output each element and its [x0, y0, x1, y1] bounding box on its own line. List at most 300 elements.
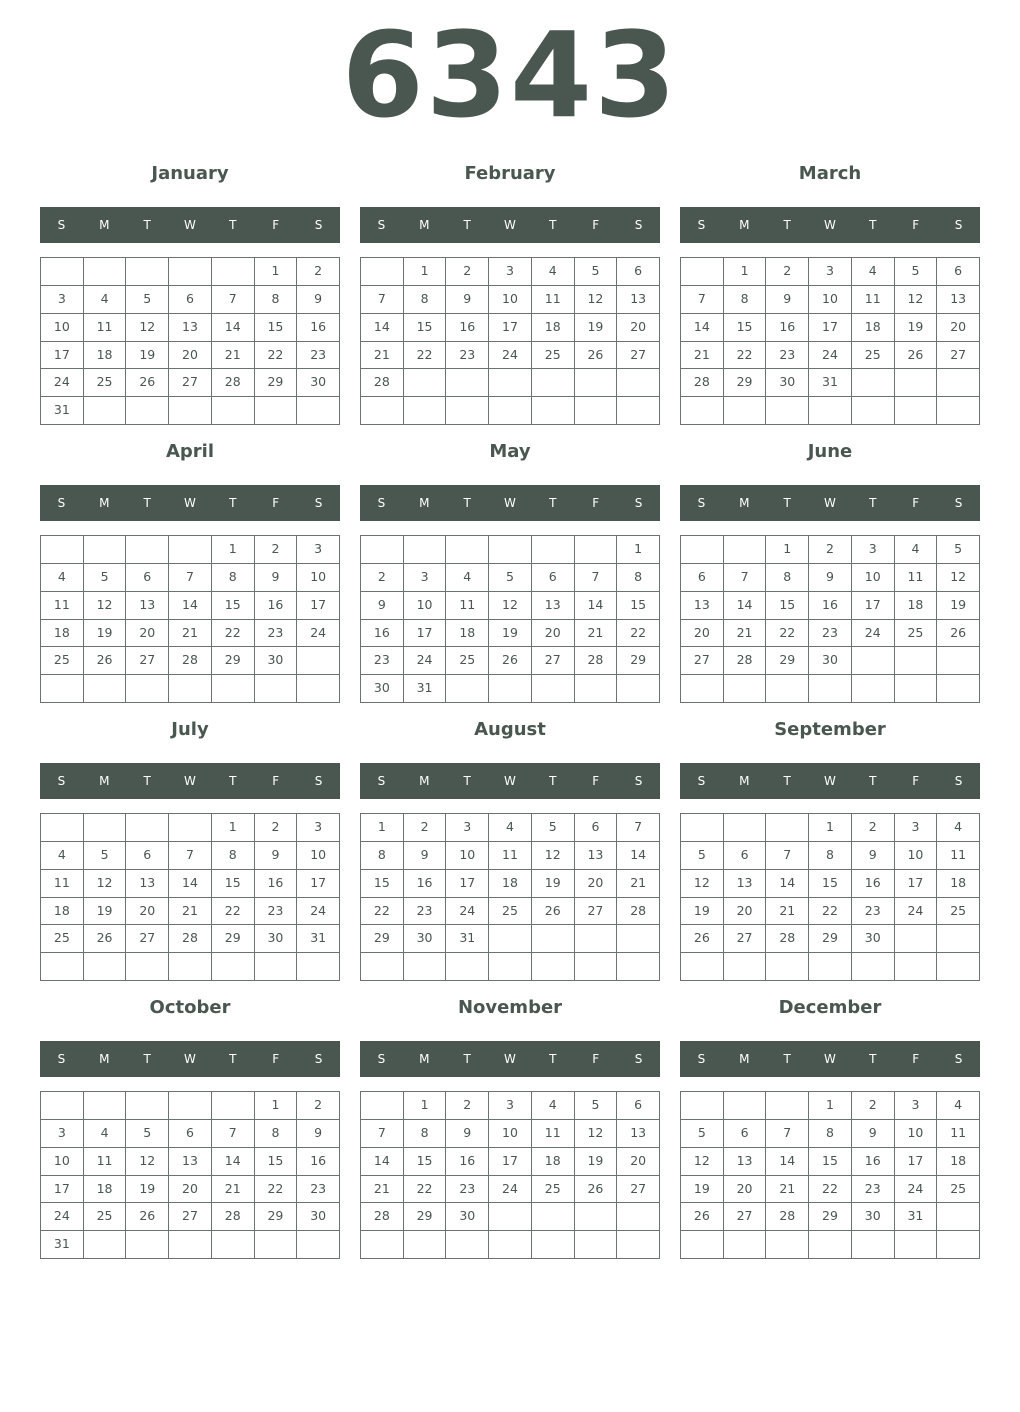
day-cell: 1 — [809, 814, 852, 842]
weekday-label: S — [57, 496, 66, 510]
empty-day-cell — [532, 953, 575, 981]
empty-day-cell — [852, 675, 895, 703]
weekday-label: T — [463, 218, 471, 232]
day-cell: 9 — [361, 592, 404, 620]
day-cell: 11 — [41, 592, 84, 620]
day-cell: 20 — [169, 342, 212, 370]
weekday-label: F — [912, 496, 920, 510]
empty-day-cell — [212, 675, 255, 703]
empty-day-cell — [681, 258, 724, 286]
day-cell: 27 — [532, 647, 575, 675]
weekday-label: S — [634, 218, 643, 232]
day-cell: 8 — [809, 1120, 852, 1148]
weekday-label: F — [272, 218, 280, 232]
empty-day-cell — [724, 953, 767, 981]
empty-day-cell — [575, 369, 618, 397]
weekday-label: T — [143, 1052, 151, 1066]
empty-day-cell — [852, 953, 895, 981]
day-cell: 22 — [404, 1176, 447, 1204]
empty-day-cell — [937, 925, 980, 953]
day-cell: 19 — [681, 1176, 724, 1204]
empty-day-cell — [212, 1092, 255, 1120]
day-cell: 2 — [766, 258, 809, 286]
day-cell: 23 — [446, 1176, 489, 1204]
day-cell: 3 — [895, 1092, 938, 1120]
day-cell: 12 — [489, 592, 532, 620]
day-grid — [680, 1091, 980, 1259]
day-cell: 17 — [404, 620, 447, 648]
month-december — [680, 986, 980, 1264]
day-cell: 24 — [41, 1203, 84, 1231]
day-cell: 16 — [404, 870, 447, 898]
empty-day-cell — [212, 397, 255, 425]
day-cell: 16 — [852, 870, 895, 898]
day-cell: 15 — [617, 592, 660, 620]
day-cell: 30 — [446, 1203, 489, 1231]
day-cell: 19 — [532, 870, 575, 898]
day-cell: 17 — [446, 870, 489, 898]
day-cell: 3 — [446, 814, 489, 842]
empty-day-cell — [937, 369, 980, 397]
day-cell: 12 — [84, 870, 127, 898]
day-cell: 2 — [446, 1092, 489, 1120]
empty-day-cell — [84, 675, 127, 703]
weekday-label: S — [57, 774, 66, 788]
day-cell: 30 — [852, 925, 895, 953]
day-cell: 15 — [766, 592, 809, 620]
day-cell: 21 — [212, 1176, 255, 1204]
weekday-label: T — [783, 1052, 791, 1066]
empty-day-cell — [41, 814, 84, 842]
empty-day-cell — [489, 1231, 532, 1259]
day-cell: 30 — [361, 675, 404, 703]
weekday-header — [680, 485, 980, 521]
weekday-label: S — [314, 496, 323, 510]
weekday-header — [680, 763, 980, 799]
day-cell: 22 — [809, 898, 852, 926]
day-cell: 7 — [617, 814, 660, 842]
day-cell: 15 — [724, 314, 767, 342]
day-cell: 18 — [532, 1148, 575, 1176]
weekday-label: T — [229, 774, 237, 788]
empty-day-cell — [724, 536, 767, 564]
weekday-header — [680, 207, 980, 243]
day-cell: 21 — [169, 898, 212, 926]
empty-day-cell — [489, 1203, 532, 1231]
day-cell: 22 — [724, 342, 767, 370]
empty-day-cell — [937, 1203, 980, 1231]
empty-day-cell — [84, 1092, 127, 1120]
day-cell: 5 — [575, 258, 618, 286]
day-cell: 26 — [681, 1203, 724, 1231]
empty-day-cell — [41, 675, 84, 703]
empty-day-cell — [126, 397, 169, 425]
day-cell: 17 — [489, 314, 532, 342]
day-cell: 17 — [489, 1148, 532, 1176]
day-cell: 25 — [446, 647, 489, 675]
weekday-label: T — [463, 774, 471, 788]
day-cell: 19 — [895, 314, 938, 342]
day-cell: 4 — [532, 258, 575, 286]
weekday-header — [360, 763, 660, 799]
empty-day-cell — [489, 536, 532, 564]
day-cell: 1 — [766, 536, 809, 564]
empty-day-cell — [575, 397, 618, 425]
empty-day-cell — [532, 536, 575, 564]
day-cell: 11 — [532, 1120, 575, 1148]
day-cell: 6 — [169, 286, 212, 314]
day-cell: 28 — [169, 647, 212, 675]
empty-day-cell — [84, 397, 127, 425]
day-cell: 25 — [84, 1203, 127, 1231]
month-january — [40, 152, 340, 430]
empty-day-cell — [809, 1231, 852, 1259]
day-cell: 26 — [84, 925, 127, 953]
weekday-header — [40, 485, 340, 521]
day-cell: 16 — [852, 1148, 895, 1176]
day-cell: 30 — [809, 647, 852, 675]
empty-day-cell — [446, 1231, 489, 1259]
day-cell: 11 — [489, 842, 532, 870]
empty-day-cell — [446, 675, 489, 703]
day-cell: 27 — [126, 925, 169, 953]
day-cell: 12 — [681, 1148, 724, 1176]
weekday-label: M — [99, 218, 110, 232]
day-cell: 10 — [809, 286, 852, 314]
empty-day-cell — [532, 1203, 575, 1231]
empty-day-cell — [212, 258, 255, 286]
day-cell: 5 — [532, 814, 575, 842]
day-cell: 19 — [681, 898, 724, 926]
day-cell: 8 — [255, 286, 298, 314]
day-cell: 1 — [724, 258, 767, 286]
weekday-label: T — [229, 496, 237, 510]
day-cell: 13 — [724, 870, 767, 898]
day-cell: 2 — [852, 814, 895, 842]
day-cell: 12 — [575, 1120, 618, 1148]
day-cell: 6 — [126, 564, 169, 592]
day-cell: 24 — [895, 1176, 938, 1204]
empty-day-cell — [41, 536, 84, 564]
day-cell: 29 — [361, 925, 404, 953]
empty-day-cell — [724, 397, 767, 425]
day-cell: 2 — [809, 536, 852, 564]
day-cell: 10 — [446, 842, 489, 870]
day-cell: 22 — [404, 342, 447, 370]
day-cell: 26 — [84, 647, 127, 675]
day-cell: 26 — [489, 647, 532, 675]
day-cell: 19 — [575, 1148, 618, 1176]
day-cell: 26 — [937, 620, 980, 648]
empty-day-cell — [297, 397, 340, 425]
weekday-label: S — [377, 774, 386, 788]
day-cell: 21 — [766, 898, 809, 926]
day-cell: 17 — [41, 1176, 84, 1204]
day-cell: 4 — [84, 1120, 127, 1148]
day-cell: 24 — [895, 898, 938, 926]
empty-day-cell — [681, 675, 724, 703]
day-cell: 18 — [41, 898, 84, 926]
empty-day-cell — [361, 397, 404, 425]
empty-day-cell — [617, 397, 660, 425]
weekday-label: F — [912, 1052, 920, 1066]
weekday-label: T — [463, 496, 471, 510]
day-cell: 7 — [575, 564, 618, 592]
month-may — [360, 430, 660, 708]
day-cell: 27 — [617, 342, 660, 370]
day-cell: 22 — [766, 620, 809, 648]
month-june — [680, 430, 980, 708]
day-cell: 23 — [255, 620, 298, 648]
day-cell: 22 — [212, 620, 255, 648]
day-cell: 28 — [212, 369, 255, 397]
day-cell: 24 — [446, 898, 489, 926]
day-cell: 21 — [766, 1176, 809, 1204]
day-cell: 27 — [617, 1176, 660, 1204]
weekday-label: T — [463, 1052, 471, 1066]
day-cell: 4 — [937, 814, 980, 842]
day-cell: 16 — [255, 870, 298, 898]
day-grid — [680, 535, 980, 703]
weekday-label: W — [824, 218, 836, 232]
empty-day-cell — [724, 1092, 767, 1120]
day-cell: 10 — [852, 564, 895, 592]
day-cell: 18 — [84, 342, 127, 370]
weekday-label: M — [99, 774, 110, 788]
day-cell: 25 — [937, 898, 980, 926]
weekday-label: T — [229, 1052, 237, 1066]
empty-day-cell — [446, 953, 489, 981]
months-grid — [40, 152, 980, 1264]
empty-day-cell — [532, 369, 575, 397]
day-cell: 7 — [361, 1120, 404, 1148]
day-cell: 12 — [937, 564, 980, 592]
empty-day-cell — [937, 953, 980, 981]
weekday-label: W — [824, 496, 836, 510]
empty-day-cell — [617, 925, 660, 953]
empty-day-cell — [532, 925, 575, 953]
day-cell: 27 — [681, 647, 724, 675]
empty-day-cell — [361, 1231, 404, 1259]
day-cell: 26 — [575, 1176, 618, 1204]
day-cell: 9 — [446, 1120, 489, 1148]
day-cell: 10 — [404, 592, 447, 620]
day-cell: 7 — [212, 286, 255, 314]
empty-day-cell — [126, 953, 169, 981]
day-cell: 27 — [169, 369, 212, 397]
empty-day-cell — [809, 675, 852, 703]
day-cell: 21 — [212, 342, 255, 370]
day-cell: 20 — [724, 898, 767, 926]
day-cell: 13 — [532, 592, 575, 620]
day-cell: 13 — [937, 286, 980, 314]
month-name: March — [798, 163, 862, 184]
day-cell: 18 — [489, 870, 532, 898]
day-cell: 12 — [895, 286, 938, 314]
empty-day-cell — [575, 925, 618, 953]
day-cell: 17 — [895, 870, 938, 898]
day-cell: 29 — [212, 647, 255, 675]
day-grid — [360, 1091, 660, 1259]
day-cell: 24 — [297, 898, 340, 926]
empty-day-cell — [681, 1231, 724, 1259]
day-cell: 24 — [809, 342, 852, 370]
weekday-label: W — [504, 218, 516, 232]
empty-day-cell — [361, 536, 404, 564]
day-cell: 23 — [297, 1176, 340, 1204]
day-cell: 7 — [169, 842, 212, 870]
day-cell: 3 — [895, 814, 938, 842]
day-cell: 5 — [895, 258, 938, 286]
day-cell: 31 — [895, 1203, 938, 1231]
month-name: October — [149, 997, 231, 1018]
day-cell: 13 — [126, 870, 169, 898]
weekday-label: S — [634, 496, 643, 510]
weekday-label: W — [504, 1052, 516, 1066]
day-cell: 11 — [895, 564, 938, 592]
weekday-header — [360, 207, 660, 243]
day-cell: 23 — [852, 1176, 895, 1204]
day-cell: 6 — [937, 258, 980, 286]
empty-day-cell — [489, 675, 532, 703]
day-cell: 1 — [404, 1092, 447, 1120]
empty-day-cell — [297, 1231, 340, 1259]
weekday-label: M — [419, 1052, 430, 1066]
day-cell: 20 — [681, 620, 724, 648]
day-cell: 26 — [126, 369, 169, 397]
day-cell: 2 — [361, 564, 404, 592]
empty-day-cell — [361, 953, 404, 981]
weekday-label: T — [783, 496, 791, 510]
day-grid — [40, 535, 340, 703]
weekday-label: S — [377, 496, 386, 510]
month-july — [40, 708, 340, 986]
empty-day-cell — [724, 1231, 767, 1259]
empty-day-cell — [617, 953, 660, 981]
day-cell: 5 — [84, 842, 127, 870]
day-cell: 15 — [404, 314, 447, 342]
day-cell: 16 — [766, 314, 809, 342]
day-cell: 5 — [937, 536, 980, 564]
day-cell: 11 — [937, 1120, 980, 1148]
day-cell: 5 — [84, 564, 127, 592]
day-cell: 15 — [361, 870, 404, 898]
day-cell: 19 — [126, 342, 169, 370]
day-cell: 3 — [489, 1092, 532, 1120]
day-cell: 27 — [937, 342, 980, 370]
month-name: May — [489, 441, 531, 462]
day-cell: 20 — [724, 1176, 767, 1204]
weekday-label: T — [549, 496, 557, 510]
empty-day-cell — [297, 953, 340, 981]
day-cell: 6 — [169, 1120, 212, 1148]
day-cell: 8 — [404, 1120, 447, 1148]
weekday-label: S — [57, 218, 66, 232]
day-cell: 17 — [852, 592, 895, 620]
day-cell: 2 — [852, 1092, 895, 1120]
empty-day-cell — [446, 397, 489, 425]
empty-day-cell — [361, 1092, 404, 1120]
day-cell: 23 — [766, 342, 809, 370]
day-cell: 9 — [255, 842, 298, 870]
empty-day-cell — [895, 647, 938, 675]
day-cell: 9 — [404, 842, 447, 870]
day-cell: 26 — [126, 1203, 169, 1231]
day-cell: 12 — [575, 286, 618, 314]
weekday-label: S — [314, 218, 323, 232]
day-cell: 12 — [532, 842, 575, 870]
day-cell: 10 — [895, 1120, 938, 1148]
day-cell: 4 — [84, 286, 127, 314]
weekday-label: M — [739, 218, 750, 232]
weekday-label: W — [184, 218, 196, 232]
weekday-label: M — [419, 218, 430, 232]
day-cell: 9 — [766, 286, 809, 314]
month-name: June — [807, 441, 853, 462]
day-grid — [680, 257, 980, 425]
month-february — [360, 152, 660, 430]
day-cell: 24 — [297, 620, 340, 648]
day-cell: 8 — [809, 842, 852, 870]
weekday-label: W — [504, 496, 516, 510]
day-cell: 29 — [724, 369, 767, 397]
day-cell: 4 — [852, 258, 895, 286]
empty-day-cell — [766, 953, 809, 981]
day-cell: 1 — [255, 1092, 298, 1120]
empty-day-cell — [404, 397, 447, 425]
day-cell: 11 — [84, 1148, 127, 1176]
day-grid — [40, 257, 340, 425]
empty-day-cell — [404, 1231, 447, 1259]
weekday-label: T — [869, 218, 877, 232]
day-cell: 14 — [361, 314, 404, 342]
empty-day-cell — [126, 675, 169, 703]
day-cell: 16 — [361, 620, 404, 648]
day-cell: 3 — [404, 564, 447, 592]
day-cell: 24 — [852, 620, 895, 648]
day-cell: 15 — [809, 870, 852, 898]
day-cell: 2 — [255, 536, 298, 564]
day-cell: 22 — [617, 620, 660, 648]
empty-day-cell — [169, 397, 212, 425]
day-cell: 14 — [169, 870, 212, 898]
empty-day-cell — [617, 675, 660, 703]
month-april — [40, 430, 340, 708]
month-august — [360, 708, 660, 986]
day-cell: 17 — [297, 870, 340, 898]
day-cell: 1 — [617, 536, 660, 564]
day-cell: 16 — [297, 314, 340, 342]
weekday-label: S — [314, 774, 323, 788]
weekday-label: M — [739, 774, 750, 788]
weekday-label: F — [592, 218, 600, 232]
day-cell: 17 — [895, 1148, 938, 1176]
day-cell: 20 — [126, 620, 169, 648]
day-cell: 16 — [297, 1148, 340, 1176]
day-cell: 9 — [852, 1120, 895, 1148]
empty-day-cell — [489, 953, 532, 981]
day-cell: 11 — [84, 314, 127, 342]
day-cell: 13 — [126, 592, 169, 620]
day-cell: 9 — [852, 842, 895, 870]
day-cell: 18 — [895, 592, 938, 620]
day-cell: 16 — [255, 592, 298, 620]
day-cell: 14 — [724, 592, 767, 620]
day-cell: 3 — [809, 258, 852, 286]
empty-day-cell — [169, 536, 212, 564]
day-cell: 4 — [532, 1092, 575, 1120]
day-cell: 19 — [575, 314, 618, 342]
